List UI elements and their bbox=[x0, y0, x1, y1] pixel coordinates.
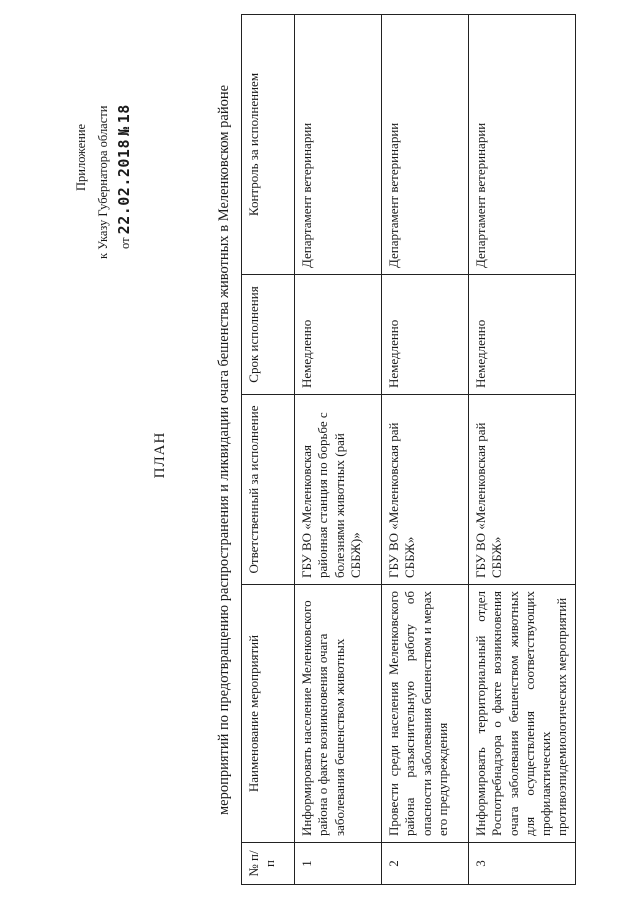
cell-deadline: Немедленно bbox=[295, 275, 382, 395]
header-num: № п/п bbox=[242, 843, 295, 885]
cell-activity: Информировать территориальный отдел Роспотребнадзора о факте возникновения очага заболевания бешенством животных для осуществления соответствующих профилактических противоэпидемиологических мероприятий bbox=[469, 585, 576, 843]
cell-activity: Провести среди населения Меленковского района разъяснительную работу об опасности заболевания бешенством и мерах его предупреждения bbox=[382, 585, 469, 843]
appendix-decree: к Указу Губернатора области bbox=[96, 105, 111, 259]
plan-table bbox=[241, 14, 576, 885]
table-row bbox=[382, 15, 469, 885]
cell-num: 2 bbox=[382, 843, 469, 885]
header-deadline: Срок исполнения bbox=[242, 275, 295, 395]
cell-control: Департамент ветеринарии bbox=[295, 15, 382, 275]
cell-num: 3 bbox=[469, 843, 576, 885]
cell-control: Департамент ветеринарии bbox=[469, 15, 576, 275]
decree-number: 18 bbox=[115, 104, 134, 124]
date-prefix: от bbox=[118, 237, 133, 249]
appendix-label: Приложение bbox=[74, 123, 88, 191]
table-row bbox=[295, 15, 382, 885]
cell-responsible: ГБУ ВО «Меленковская районная станция по борьбе с болезнями животных (рай СББЖ)» bbox=[295, 395, 382, 585]
decree-date: 22.02.2018 bbox=[115, 139, 134, 235]
cell-responsible: ГБУ ВО «Меленковская рай СББЖ» bbox=[382, 395, 469, 585]
cell-control: Департамент ветеринарии bbox=[382, 15, 469, 275]
header-activity: Наименование мероприятий bbox=[242, 585, 295, 843]
table-row bbox=[469, 15, 576, 885]
cell-responsible: ГБУ ВО «Меленковская рай СББЖ» bbox=[469, 395, 576, 585]
header-responsible: Ответственный за исполнение bbox=[242, 395, 295, 585]
page-subtitle: мероприятий по предотвращению распространения и ликвидации очага бешенства животных в Меленковском районе bbox=[216, 84, 232, 816]
appendix-block bbox=[72, 104, 136, 259]
header-control: Контроль за исполнением bbox=[242, 15, 295, 275]
cell-activity: Информировать население Меленковского района о факте возникновения очага заболевания бешенством животных bbox=[295, 585, 382, 843]
appendix-date-line bbox=[114, 104, 136, 259]
page-title: ПЛАН bbox=[152, 431, 168, 479]
cell-deadline: Немедленно bbox=[382, 275, 469, 395]
cell-num: 1 bbox=[295, 843, 382, 885]
cell-deadline: Немедленно bbox=[469, 275, 576, 395]
table-header-row bbox=[242, 15, 295, 885]
number-sign: № bbox=[115, 126, 134, 136]
